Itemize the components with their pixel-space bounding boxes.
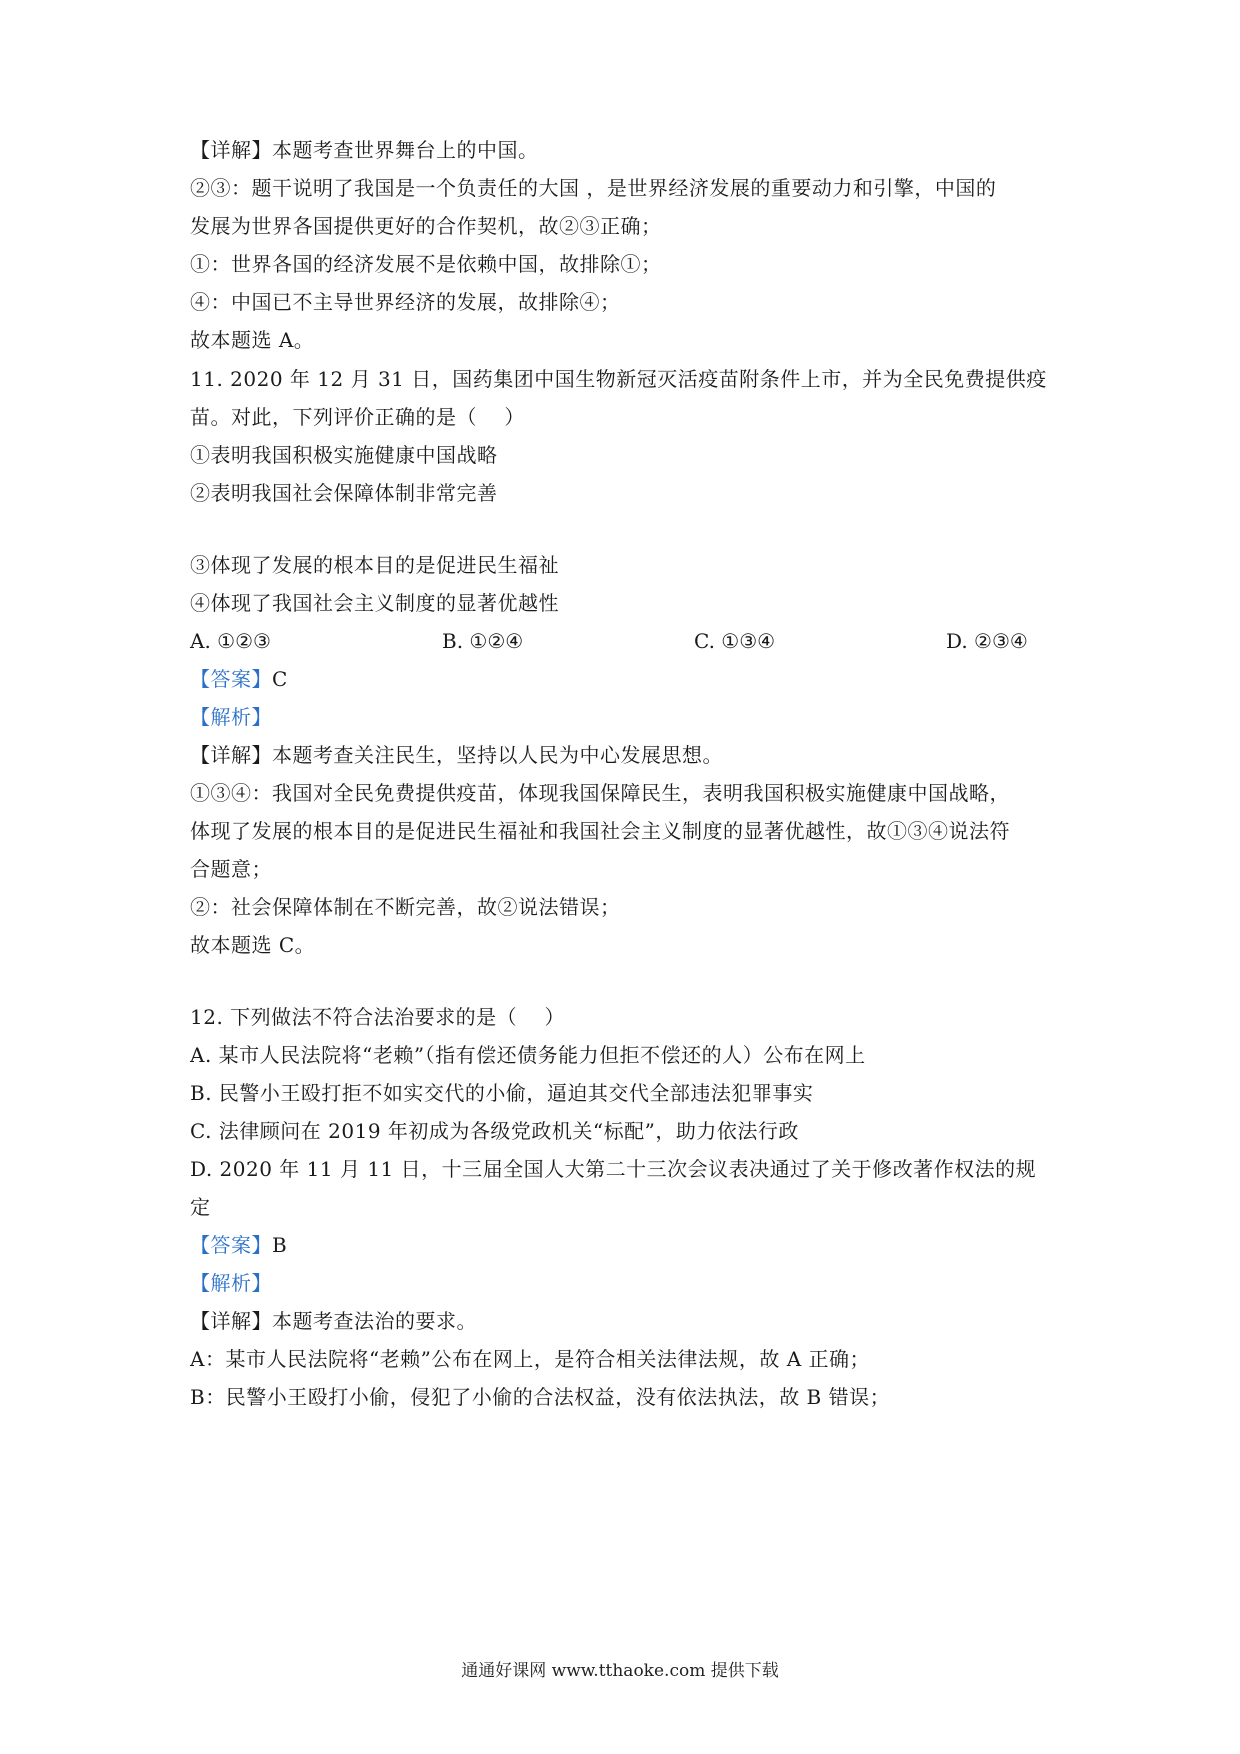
option-d: D. ②③④ xyxy=(946,629,1028,653)
question-11-statement: ③体现了发展的根本目的是促进民生福祉 xyxy=(190,553,559,577)
text-line: 【详解】本题考查关注民生，坚持以人民为中心发展思想。 xyxy=(190,743,723,767)
question-11-stem: 11. 2020 年 12 月 31 日，国药集团中国生物新冠灭活疫苗附条件上市，并为全民免费提供疫 xyxy=(190,367,1047,391)
answer-tag: 【答案】 xyxy=(190,667,272,691)
text-line: 体现了发展的根本目的是促进民生福祉和我国社会主义制度的显著优越性，故①③④说法符 xyxy=(190,819,1010,843)
option-b: B. ①②④ xyxy=(442,629,524,653)
text-line: A：某市人民法院将“老赖”公布在网上，是符合相关法律法规，故 A 正确； xyxy=(190,1347,871,1371)
question-12-option: 定 xyxy=(190,1195,211,1219)
text-line: ④：中国已不主导世界经济的发展，故排除④； xyxy=(190,290,621,314)
text-line: 【详解】本题考查世界舞台上的中国。 xyxy=(190,138,539,162)
answer-line xyxy=(190,1233,1070,1257)
answer-line xyxy=(190,667,1070,691)
text-line: ①③④：我国对全民免费提供疫苗，体现我国保障民生，表明我国积极实施健康中国战略， xyxy=(190,781,1010,805)
text-line: ①：世界各国的经济发展不是依赖中国，故排除①； xyxy=(190,252,662,276)
question-12-stem: 12. 下列做法不符合法治要求的是（ ） xyxy=(190,1005,566,1029)
answer-tag: 【答案】 xyxy=(190,1233,272,1257)
analysis-tag: 【解析】 xyxy=(190,1271,272,1295)
option-a: A. ①②③ xyxy=(190,629,271,653)
answer-value: C xyxy=(272,667,288,691)
answer-value: B xyxy=(272,1233,288,1257)
question-11-statement: ④体现了我国社会主义制度的显著优越性 xyxy=(190,591,559,615)
question-12-option: C. 法律顾问在 2019 年初成为各级党政机关“标配”，助力依法行政 xyxy=(190,1119,799,1143)
question-11-statement: ①表明我国积极实施健康中国战略 xyxy=(190,443,498,467)
text-line: 【详解】本题考查法治的要求。 xyxy=(190,1309,477,1333)
question-11-statement: ②表明我国社会保障体制非常完善 xyxy=(190,481,498,505)
text-line: 故本题选 A。 xyxy=(190,328,315,352)
text-line: ②：社会保障体制在不断完善，故②说法错误； xyxy=(190,895,621,919)
page-footer: 通通好课网 www.tthaoke.com 提供下载 xyxy=(461,1661,779,1681)
text-line: 故本题选 C。 xyxy=(190,933,316,957)
analysis-tag: 【解析】 xyxy=(190,705,272,729)
question-11-stem: 苗。对此，下列评价正确的是（ ） xyxy=(190,405,525,429)
text-line: B：民警小王殴打小偷，侵犯了小偷的合法权益，没有依法执法，故 B 错误； xyxy=(190,1385,891,1409)
text-line: 合题意； xyxy=(190,857,272,881)
text-line: ②③：题干说明了我国是一个负责任的大国 ，是世界经济发展的重要动力和引擎，中国的 xyxy=(190,176,997,200)
option-c: C. ①③④ xyxy=(694,629,776,653)
question-12-option: B. 民警小王殴打拒不如实交代的小偷，逼迫其交代全部违法犯罪事实 xyxy=(190,1081,814,1105)
text-line: 发展为世界各国提供更好的合作契机，故②③正确； xyxy=(190,214,662,238)
question-11-options xyxy=(190,629,1070,653)
question-12-option: D. 2020 年 11 月 11 日，十三届全国人大第二十三次会议表决通过了关于修改著作权法的规 xyxy=(190,1157,1037,1181)
question-12-option: A. 某市人民法院将“老赖”（指有偿还债务能力但拒不偿还的人）公布在网上 xyxy=(190,1043,866,1067)
